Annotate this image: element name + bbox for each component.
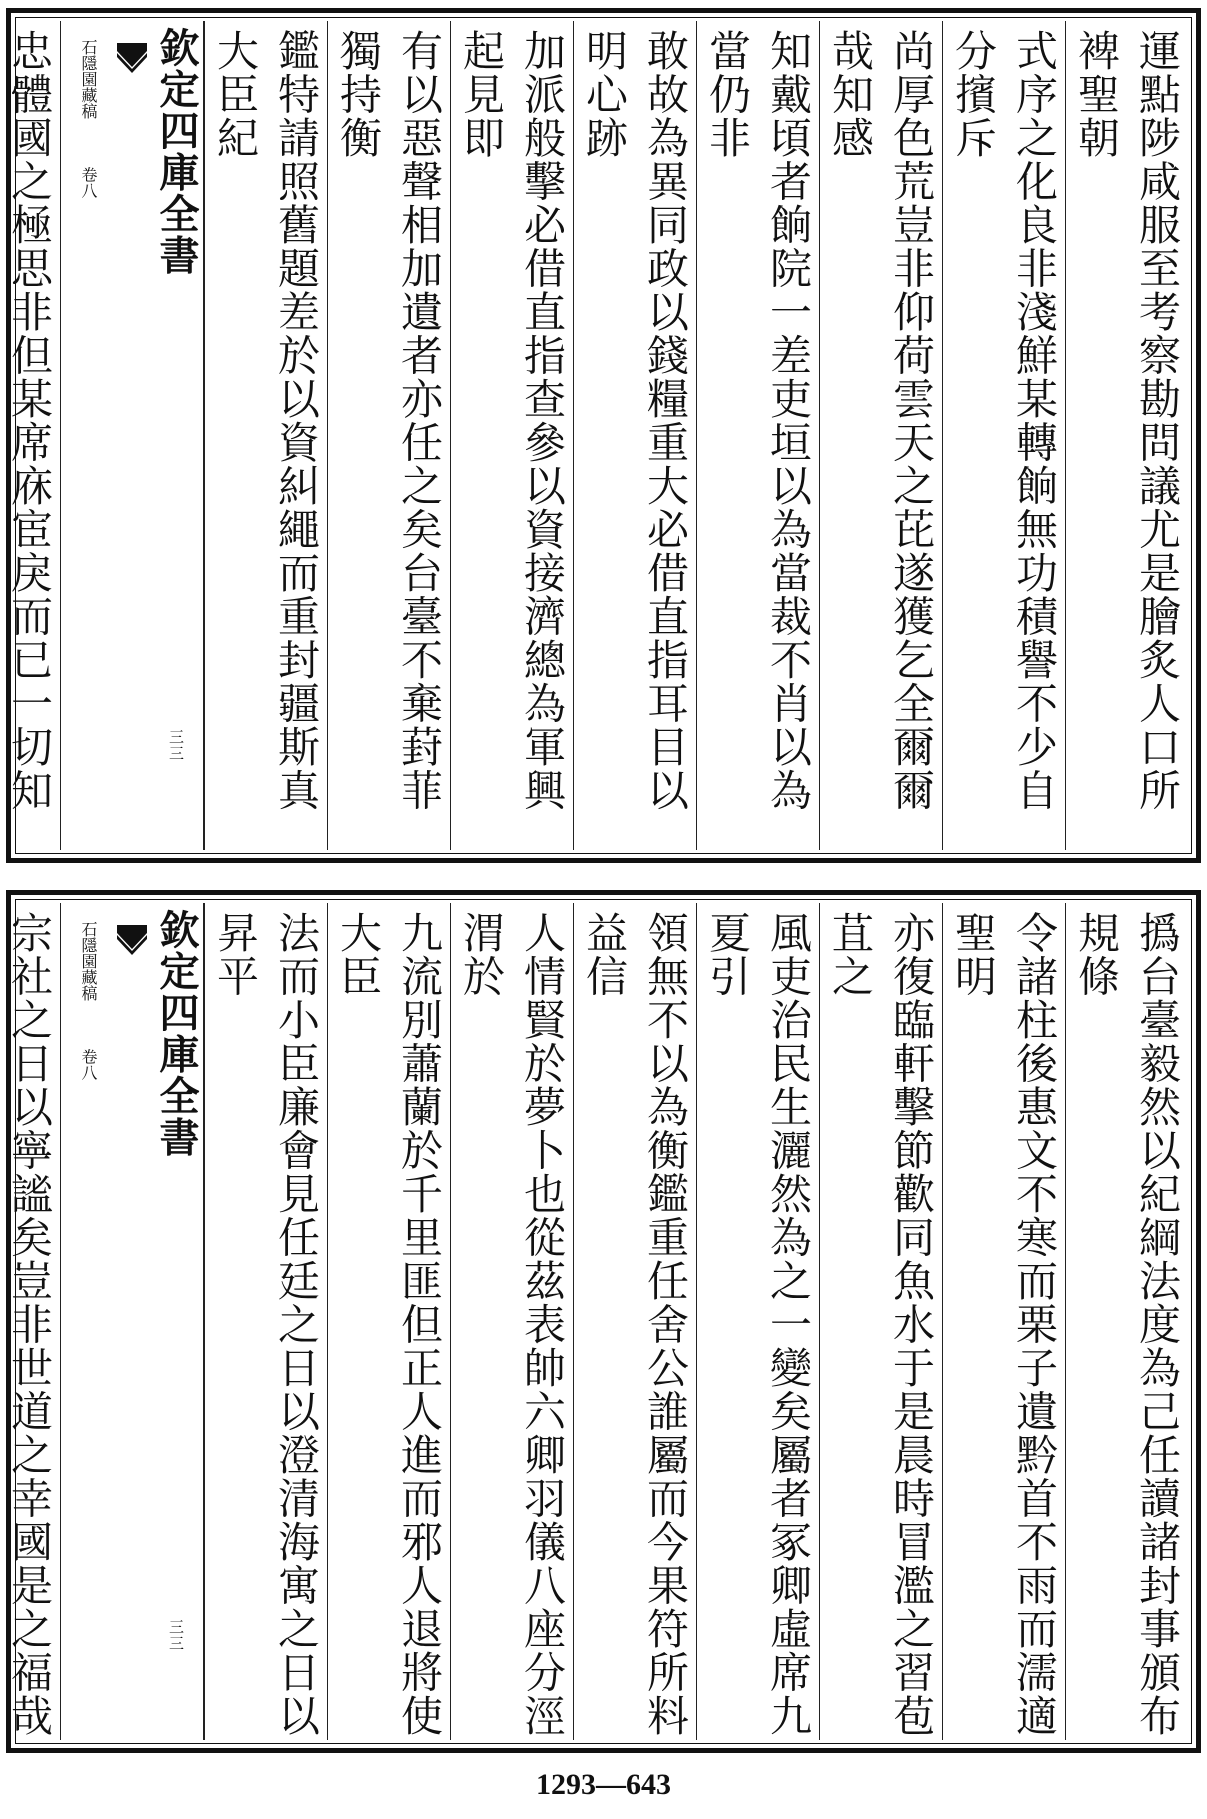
text-column: 人情賢於夢卜也從茲表帥六卿羽儀八座分涇渭於 — [450, 903, 573, 1740]
collection-title: 欽定四庫全書 — [153, 27, 200, 276]
text-column: 亦復臨軒擊節歡同魚水于是晨時冒濫之習苞苴之 — [819, 903, 942, 1740]
leaf-number: 三三 — [167, 1619, 185, 1652]
text-column: 令諸柱後惠文不寒而栗子遺黔首不雨而濡適聖明 — [942, 903, 1065, 1740]
text-column: 撝台臺毅然以紀綱法度為己任讀諸封事頒布規條 — [1065, 903, 1188, 1740]
center-fold-header — [60, 903, 204, 1740]
text-column: 法而小臣廉會見任廷之日以澄清海寓之日以昇平 — [204, 903, 327, 1740]
text-column: 領無不以為衡鑑重任舍公誰屬而今果符所料益信 — [573, 903, 696, 1740]
text-column: 風吏治民生灑然為之一變矣屬者冢卿虛席九夏引 — [696, 903, 819, 1740]
text-column: 宗社之日以寧謐矣豈非世道之幸國是之福哉 — [0, 903, 60, 1740]
text-column: 式序之化良非淺鮮某轉餉無功積譽不少自分擯斥 — [942, 21, 1065, 850]
text-column: 有以惡聲相加遺者亦任之矣台臺不棄葑菲獨持衡 — [327, 21, 450, 850]
text-column: 鑑特請照舊題差於以資糾繩而重封疆斯真大臣紀 — [204, 21, 327, 850]
volume-label: 卷八 — [79, 1048, 98, 1081]
source-title: 石隱園藏稿 — [79, 39, 98, 119]
leaf-number: 三三 — [167, 729, 185, 762]
page-code: 1293—643 — [536, 1768, 671, 1801]
bottom-page — [6, 890, 1201, 1753]
volume-label: 卷八 — [79, 166, 98, 199]
text-column: 知戴頃者餉院一差吏垣以為當裁不肖以為當仍非 — [696, 21, 819, 850]
text-column: 敢故為異同政以錢糧重大必借直指耳目以明心跡 — [573, 21, 696, 850]
source-title: 石隱園藏稿 — [79, 921, 98, 1001]
fishtail-mark-icon — [115, 923, 149, 965]
text-column: 加派般擊必借直指查參以資接濟總為軍興起見即 — [450, 21, 573, 850]
bottom-page-columns — [5, 903, 1188, 1740]
text-column: 運點陟咸服至考察勘問議尤是膾炙人口所裨聖朝 — [1065, 21, 1188, 850]
text-column: 尚厚色荒豈非仰荷雲天之芘遂獲乞全爾爾哉知感 — [819, 21, 942, 850]
fishtail-mark-icon — [115, 41, 149, 83]
collection-title: 欽定四庫全書 — [153, 909, 200, 1158]
top-page-columns — [5, 21, 1188, 850]
text-column: 忠體國之極思非但某席庥宦戾而已一切知 — [0, 21, 60, 850]
top-page — [6, 8, 1201, 863]
center-fold-header — [60, 21, 204, 850]
text-column: 九流別蕭蘭於千里匪但正人進而邪人退將使大臣 — [327, 903, 450, 1740]
